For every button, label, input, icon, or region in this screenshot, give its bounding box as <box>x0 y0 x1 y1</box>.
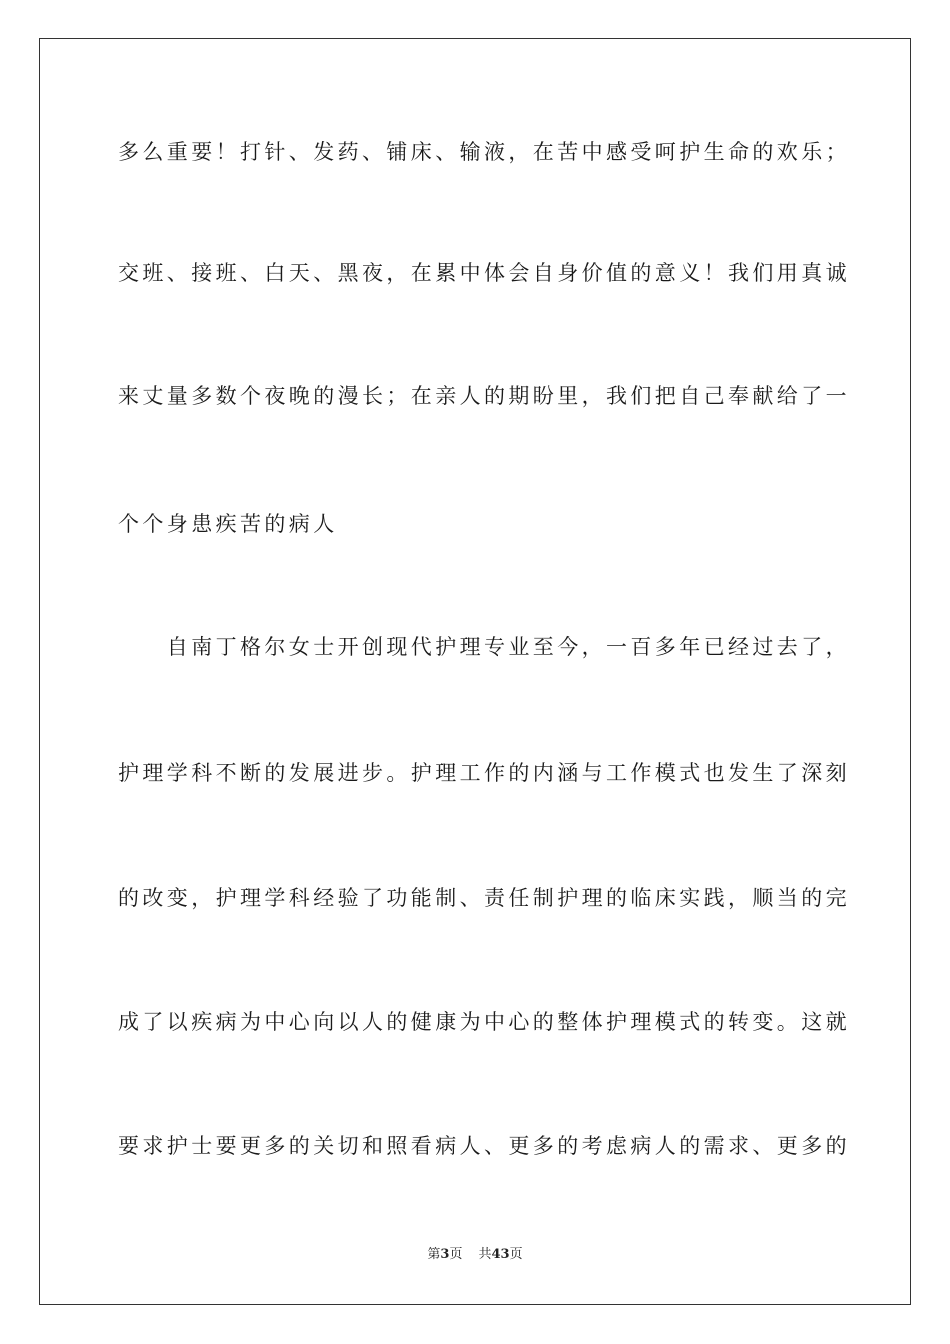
text-line-9: 要求护士要更多的关切和照看病人、更多的考虑病人的需求、更多的 <box>118 1134 850 1158</box>
text-line-7: 的改变，护理学科经验了功能制、责任制护理的临床实践，顺当的完 <box>118 886 850 910</box>
total-suffix: 页 <box>509 1247 523 1262</box>
page-number: 3 <box>440 1247 450 1262</box>
text-line-6: 护理学科不断的发展进步。护理工作的内涵与工作模式也发生了深刻 <box>118 761 850 785</box>
page-border <box>39 38 911 1305</box>
text-line-4: 个个身患疾苦的病人 <box>118 512 338 536</box>
text-line-1: 多么重要！打针、发药、铺床、输液，在苦中感受呵护生命的欢乐； <box>118 140 850 164</box>
page-suffix: 页 <box>449 1247 463 1262</box>
page-prefix: 第 <box>427 1247 441 1262</box>
text-line-2: 交班、接班、白天、黑夜，在累中体会自身价值的意义！我们用真诚 <box>118 261 850 285</box>
text-line-3: 来丈量多数个夜晚的漫长；在亲人的期盼里，我们把自己奉献给了一 <box>118 384 850 408</box>
total-prefix: 共 <box>478 1247 492 1262</box>
text-line-5: 自南丁格尔女士开创现代护理专业至今，一百多年已经过去了， <box>118 635 850 659</box>
total-pages: 43 <box>491 1247 510 1262</box>
text-line-8: 成了以疾病为中心向以人的健康为中心的整体护理模式的转变。这就 <box>118 1010 850 1034</box>
page-footer <box>0 1246 950 1264</box>
